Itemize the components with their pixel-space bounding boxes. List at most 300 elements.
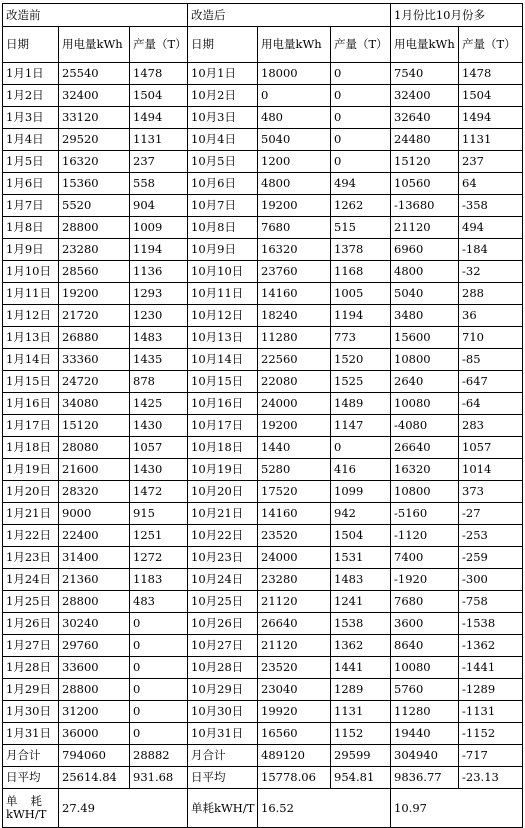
table-cell: 1014: [459, 459, 523, 481]
table-cell: -5160: [391, 503, 459, 525]
table-cell: 28882: [130, 745, 188, 767]
table-cell: 31400: [59, 547, 130, 569]
table-cell: 10月2日: [188, 85, 258, 107]
table-cell: 16560: [258, 723, 331, 745]
table-cell: 915: [130, 503, 188, 525]
table-cell: 710: [459, 327, 523, 349]
table-row: [3, 283, 523, 305]
col-header: 日期: [188, 27, 258, 63]
table-cell: 954.81: [331, 767, 391, 789]
table-row: [3, 745, 523, 767]
table-cell: 28560: [59, 261, 130, 283]
table-cell: 1494: [459, 107, 523, 129]
table-cell: 1月19日: [3, 459, 59, 481]
table-cell: 14160: [258, 283, 331, 305]
col-header: 产量（T）: [331, 27, 391, 63]
table-cell: 31200: [59, 701, 130, 723]
table-cell: -1120: [391, 525, 459, 547]
table-cell: 10月22日: [188, 525, 258, 547]
table-cell: 489120: [258, 745, 331, 767]
table-cell: 1月20日: [3, 481, 59, 503]
table-cell: 32640: [391, 107, 459, 129]
table-cell: 19200: [258, 415, 331, 437]
table-cell: 1504: [130, 85, 188, 107]
table-cell: 1月24日: [3, 569, 59, 591]
table-cell: -13680: [391, 195, 459, 217]
table-cell: 33600: [59, 657, 130, 679]
table-cell: 0: [331, 437, 391, 459]
table-cell: 10月3日: [188, 107, 258, 129]
table-cell: 373: [459, 481, 523, 503]
table-cell: 28320: [59, 481, 130, 503]
table-cell: -358: [459, 195, 523, 217]
table-cell: 23280: [258, 569, 331, 591]
table-cell: 0: [331, 107, 391, 129]
table-cell: 10800: [391, 481, 459, 503]
table-cell: 15360: [59, 173, 130, 195]
table-cell: 10月27日: [188, 635, 258, 657]
table-cell: 10月19日: [188, 459, 258, 481]
table-cell: 15600: [391, 327, 459, 349]
table-row: [3, 217, 523, 239]
table-cell: 4800: [258, 173, 331, 195]
table-cell: 10月31日: [188, 723, 258, 745]
table-cell: 11280: [258, 327, 331, 349]
table-cell: 0: [130, 635, 188, 657]
unit-label-line2: kWH/T: [6, 807, 47, 821]
table-cell: 1月6日: [3, 173, 59, 195]
table-cell: 5040: [391, 283, 459, 305]
table-cell: 1月30日: [3, 701, 59, 723]
table-cell: 3480: [391, 305, 459, 327]
table-cell: 25614.84: [59, 767, 130, 789]
table-cell: 7680: [258, 217, 331, 239]
table-cell: 10月17日: [188, 415, 258, 437]
table-cell: 1月28日: [3, 657, 59, 679]
table-cell: 1057: [459, 437, 523, 459]
table-cell: 1月22日: [3, 525, 59, 547]
table-cell: 483: [130, 591, 188, 613]
table-cell: 30240: [59, 613, 130, 635]
table-cell: 1月9日: [3, 239, 59, 261]
table-cell: 29760: [59, 635, 130, 657]
table-cell: 1月29日: [3, 679, 59, 701]
table-cell: 1194: [331, 305, 391, 327]
table-row: [3, 239, 523, 261]
table-cell: 10080: [391, 393, 459, 415]
table-cell: 7680: [391, 591, 459, 613]
table-cell: 773: [331, 327, 391, 349]
table-cell: -253: [459, 525, 523, 547]
table-cell: -259: [459, 547, 523, 569]
table-cell: 19200: [258, 195, 331, 217]
table-cell: 1289: [331, 679, 391, 701]
table-cell: -300: [459, 569, 523, 591]
table-cell: 21120: [258, 635, 331, 657]
table-row: [3, 195, 523, 217]
table-cell: 0: [331, 129, 391, 151]
table-row: [3, 547, 523, 569]
table-cell: 1009: [130, 217, 188, 239]
table-cell: 1483: [130, 327, 188, 349]
table-cell: 1136: [130, 261, 188, 283]
table-row: [3, 371, 523, 393]
table-row: [3, 701, 523, 723]
table-cell: 1494: [130, 107, 188, 129]
table-row: [3, 107, 523, 129]
table-cell: 1441: [331, 657, 391, 679]
table-cell: 21720: [59, 305, 130, 327]
table-cell: 22560: [258, 349, 331, 371]
table-cell: 1525: [331, 371, 391, 393]
table-cell: 494: [331, 173, 391, 195]
table-cell: -1441: [459, 657, 523, 679]
table-cell: 15120: [391, 151, 459, 173]
table-row: [3, 767, 523, 789]
table-cell: 10080: [391, 657, 459, 679]
table-cell: 1241: [331, 591, 391, 613]
table-cell: 10800: [391, 349, 459, 371]
table-cell: 237: [459, 151, 523, 173]
table-row: [3, 173, 523, 195]
table-cell: 23280: [59, 239, 130, 261]
table-cell: 10月18日: [188, 437, 258, 459]
table-row: [3, 591, 523, 613]
table-cell: 1230: [130, 305, 188, 327]
table-cell: 29520: [59, 129, 130, 151]
table-cell: 0: [258, 85, 331, 107]
table-row: [3, 635, 523, 657]
table-cell: 10月24日: [188, 569, 258, 591]
table-cell: 9000: [59, 503, 130, 525]
table-cell: 23760: [258, 261, 331, 283]
table-row: [3, 415, 523, 437]
table-cell: -32: [459, 261, 523, 283]
unit-label-after: 单耗kWH/T: [188, 789, 258, 828]
table-cell: 1月4日: [3, 129, 59, 151]
table-cell: 21120: [258, 591, 331, 613]
table-cell: 16320: [258, 239, 331, 261]
table-cell: 10月14日: [188, 349, 258, 371]
table-cell: 1200: [258, 151, 331, 173]
table-cell: 558: [130, 173, 188, 195]
table-cell: -1152: [459, 723, 523, 745]
table-cell: 288: [459, 283, 523, 305]
table-cell: 24480: [391, 129, 459, 151]
table-row: [3, 613, 523, 635]
table-cell: 3600: [391, 613, 459, 635]
unit-value-diff: 10.97: [391, 789, 523, 828]
table-cell: 1435: [130, 349, 188, 371]
table-cell: 28800: [59, 217, 130, 239]
table-cell: 1月16日: [3, 393, 59, 415]
table-cell: 月合计: [188, 745, 258, 767]
table-cell: 4800: [391, 261, 459, 283]
table-cell: 21600: [59, 459, 130, 481]
table-cell: 10月7日: [188, 195, 258, 217]
table-cell: 64: [459, 173, 523, 195]
table-cell: 26640: [258, 613, 331, 635]
table-cell: 10月30日: [188, 701, 258, 723]
table-cell: 1月2日: [3, 85, 59, 107]
group-before: 改造前: [3, 4, 188, 27]
table-cell: 28800: [59, 679, 130, 701]
table-cell: 5280: [258, 459, 331, 481]
table-row: [3, 85, 523, 107]
table-cell: 1月31日: [3, 723, 59, 745]
table-cell: 1430: [130, 459, 188, 481]
table-cell: 28080: [59, 437, 130, 459]
table-cell: 8640: [391, 635, 459, 657]
table-cell: 24000: [258, 393, 331, 415]
col-header: 用电量kWh: [59, 27, 130, 63]
table-cell: 1月10日: [3, 261, 59, 283]
table-cell: 0: [331, 85, 391, 107]
table-cell: 515: [331, 217, 391, 239]
table-row: [3, 437, 523, 459]
table-cell: 942: [331, 503, 391, 525]
table-cell: 6960: [391, 239, 459, 261]
table-cell: 21120: [391, 217, 459, 239]
table-cell: 1440: [258, 437, 331, 459]
group-diff: 1月份比10月份多: [391, 4, 523, 27]
table-cell: 5520: [59, 195, 130, 217]
table-cell: 1月21日: [3, 503, 59, 525]
table-cell: 2640: [391, 371, 459, 393]
table-cell: 10月10日: [188, 261, 258, 283]
table-cell: -23.13: [459, 767, 523, 789]
table-row: [3, 393, 523, 415]
table-cell: 1472: [130, 481, 188, 503]
table-cell: 1月8日: [3, 217, 59, 239]
column-header-row: [3, 27, 523, 63]
table-cell: 1251: [130, 525, 188, 547]
table-cell: 21360: [59, 569, 130, 591]
table-cell: -184: [459, 239, 523, 261]
table-cell: 1478: [130, 63, 188, 85]
col-header: 产量（T）: [459, 27, 523, 63]
table-cell: -758: [459, 591, 523, 613]
table-cell: 1月17日: [3, 415, 59, 437]
table-cell: 36000: [59, 723, 130, 745]
table-cell: 1147: [331, 415, 391, 437]
table-cell: 1057: [130, 437, 188, 459]
table-cell: 1月25日: [3, 591, 59, 613]
unit-value-before: 27.49: [59, 789, 188, 828]
table-cell: 18000: [258, 63, 331, 85]
table-cell: 1099: [331, 481, 391, 503]
table-cell: 10月13日: [188, 327, 258, 349]
table-cell: 1月11日: [3, 283, 59, 305]
table-cell: 1362: [331, 635, 391, 657]
table-cell: 1483: [331, 569, 391, 591]
table-cell: 0: [130, 679, 188, 701]
table-cell: 10月4日: [188, 129, 258, 151]
table-cell: 14160: [258, 503, 331, 525]
table-cell: 1272: [130, 547, 188, 569]
table-row: [3, 129, 523, 151]
table-cell: 1131: [331, 701, 391, 723]
table-cell: -27: [459, 503, 523, 525]
table-cell: 19440: [391, 723, 459, 745]
table-cell: 10月9日: [188, 239, 258, 261]
table-cell: 878: [130, 371, 188, 393]
table-cell: 1504: [331, 525, 391, 547]
table-cell: 26640: [391, 437, 459, 459]
table-cell: 1131: [130, 129, 188, 151]
table-cell: 1月23日: [3, 547, 59, 569]
table-cell: 日平均: [188, 767, 258, 789]
table-cell: 1月12日: [3, 305, 59, 327]
table-cell: 416: [331, 459, 391, 481]
table-cell: -1920: [391, 569, 459, 591]
table-cell: 1293: [130, 283, 188, 305]
table-cell: 494: [459, 217, 523, 239]
table-cell: 10月29日: [188, 679, 258, 701]
table-cell: 480: [258, 107, 331, 129]
table-cell: 23040: [258, 679, 331, 701]
table-cell: 36: [459, 305, 523, 327]
col-header: 产量（T）: [130, 27, 188, 63]
col-header: 用电量kWh: [391, 27, 459, 63]
table-cell: 1月5日: [3, 151, 59, 173]
table-cell: 1月1日: [3, 63, 59, 85]
table-cell: 1531: [331, 547, 391, 569]
table-cell: 17520: [258, 481, 331, 503]
table-cell: 16320: [391, 459, 459, 481]
table-cell: 月合计: [3, 745, 59, 767]
table-cell: 1478: [459, 63, 523, 85]
table-cell: -1131: [459, 701, 523, 723]
table-cell: 1152: [331, 723, 391, 745]
table-cell: 28800: [59, 591, 130, 613]
table-cell: 1月15日: [3, 371, 59, 393]
table-cell: -85: [459, 349, 523, 371]
energy-comparison-table: [2, 3, 523, 828]
table-cell: 5760: [391, 679, 459, 701]
table-cell: 24000: [258, 547, 331, 569]
table-cell: 9836.77: [391, 767, 459, 789]
table-cell: 0: [130, 613, 188, 635]
table-cell: 10月6日: [188, 173, 258, 195]
table-cell: 10月21日: [188, 503, 258, 525]
table-row: [3, 261, 523, 283]
table-row: [3, 723, 523, 745]
col-header: 日期: [3, 27, 59, 63]
table-cell: 0: [130, 657, 188, 679]
table-row: [3, 679, 523, 701]
table-cell: 0: [130, 701, 188, 723]
table-row: [3, 481, 523, 503]
table-cell: 1194: [130, 239, 188, 261]
table-cell: 7540: [391, 63, 459, 85]
unit-label-line1: 单耗: [6, 794, 55, 808]
col-header: 用电量kWh: [258, 27, 331, 63]
table-cell: 0: [130, 723, 188, 745]
table-cell: 10月26日: [188, 613, 258, 635]
table-cell: 5040: [258, 129, 331, 151]
table-cell: 1005: [331, 283, 391, 305]
table-cell: 15120: [59, 415, 130, 437]
table-cell: 26880: [59, 327, 130, 349]
table-cell: 1月27日: [3, 635, 59, 657]
table-cell: 1262: [331, 195, 391, 217]
table-cell: 23520: [258, 657, 331, 679]
table-row: [3, 151, 523, 173]
table-cell: 904: [130, 195, 188, 217]
table-cell: 0: [331, 63, 391, 85]
table-cell: 237: [130, 151, 188, 173]
unit-consumption-row: [3, 789, 523, 828]
table-cell: 1425: [130, 393, 188, 415]
table-cell: 10月16日: [188, 393, 258, 415]
table-cell: 16320: [59, 151, 130, 173]
table-cell: 304940: [391, 745, 459, 767]
table-cell: 1月14日: [3, 349, 59, 371]
table-cell: -4080: [391, 415, 459, 437]
table-row: [3, 569, 523, 591]
table-row: [3, 503, 523, 525]
table-cell: 33120: [59, 107, 130, 129]
table-row: [3, 525, 523, 547]
table-cell: 1月3日: [3, 107, 59, 129]
table-cell: -1362: [459, 635, 523, 657]
table-cell: -717: [459, 745, 523, 767]
table-cell: 10月1日: [188, 63, 258, 85]
table-cell: 1131: [459, 129, 523, 151]
table-cell: 10月5日: [188, 151, 258, 173]
table-cell: -64: [459, 393, 523, 415]
table-cell: -647: [459, 371, 523, 393]
table-cell: 10月20日: [188, 481, 258, 503]
table-cell: -1289: [459, 679, 523, 701]
table-cell: 34080: [59, 393, 130, 415]
table-cell: 33360: [59, 349, 130, 371]
group-after: 改造后: [188, 4, 391, 27]
table-row: [3, 349, 523, 371]
table-cell: 10月11日: [188, 283, 258, 305]
table-cell: 32400: [391, 85, 459, 107]
table-cell: 32400: [59, 85, 130, 107]
table-row: [3, 63, 523, 85]
table-cell: 18240: [258, 305, 331, 327]
table-cell: 10月15日: [188, 371, 258, 393]
table-cell: 25540: [59, 63, 130, 85]
table-cell: 10月12日: [188, 305, 258, 327]
table-cell: 19920: [258, 701, 331, 723]
table-cell: 283: [459, 415, 523, 437]
table-cell: 23520: [258, 525, 331, 547]
table-cell: 1504: [459, 85, 523, 107]
table-cell: 1月26日: [3, 613, 59, 635]
table-cell: 1月7日: [3, 195, 59, 217]
table-row: [3, 327, 523, 349]
table-cell: 1538: [331, 613, 391, 635]
table-cell: 11280: [391, 701, 459, 723]
table-cell: 22080: [258, 371, 331, 393]
group-header-row: [3, 4, 523, 27]
table-cell: 24720: [59, 371, 130, 393]
table-cell: 29599: [331, 745, 391, 767]
table-cell: 10月25日: [188, 591, 258, 613]
table-cell: 931.68: [130, 767, 188, 789]
table-cell: 日平均: [3, 767, 59, 789]
table-cell: 0: [331, 151, 391, 173]
table-cell: 19200: [59, 283, 130, 305]
table-row: [3, 459, 523, 481]
unit-label-before: [3, 789, 59, 828]
table-cell: 1378: [331, 239, 391, 261]
